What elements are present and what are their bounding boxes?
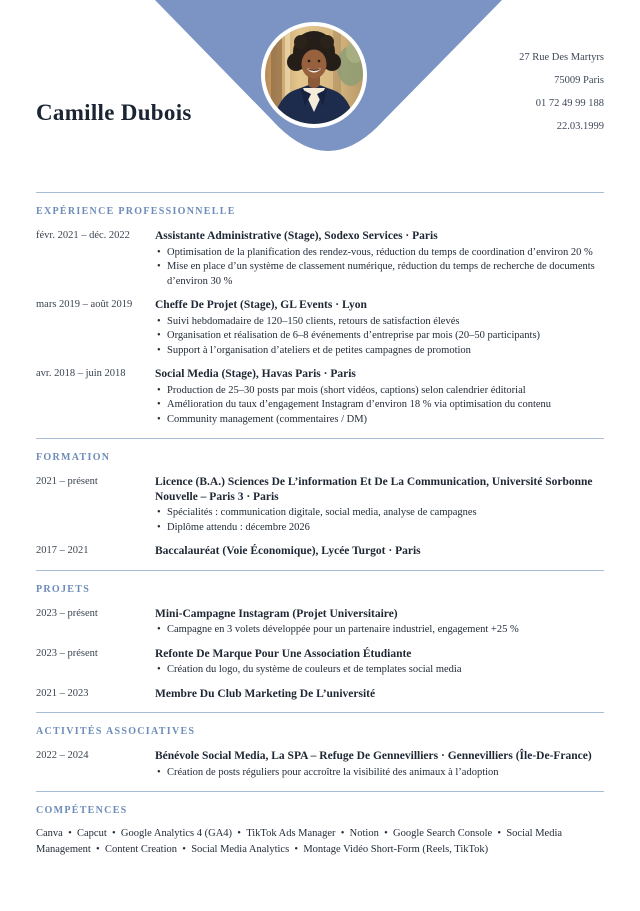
section-formation (36, 438, 604, 570)
contact-info (519, 46, 604, 138)
entry-content (155, 687, 604, 702)
entry-title: Assistante Administrative (Stage), Sodexo Services · Paris (155, 230, 438, 242)
bullet-item: • Diplôme attendu : décembre 2026 (155, 521, 604, 536)
entry-date: 2022 – 2024 (36, 750, 89, 761)
bullet-item: • Support à l’organisation d’ateliers et de petites campagnes de promotion (155, 344, 604, 359)
entry-bullets (155, 623, 604, 638)
section-title-activites: ACTIVITÉS ASSOCIATIVES (36, 726, 196, 737)
section-title-projets: PROJETS (36, 583, 91, 595)
entry-bullets (155, 246, 604, 290)
formation-entry (36, 544, 604, 559)
projet-entry (36, 647, 604, 678)
experience-entry (36, 229, 604, 289)
entry-content (155, 367, 604, 427)
resume-body (0, 192, 640, 868)
entry-date: févr. 2021 – déc. 2022 (36, 230, 130, 241)
entry-date: mars 2019 – août 2019 (36, 299, 133, 310)
resume-header (0, 0, 640, 192)
entry-title: Licence (B.A.) Sciences De L’information Et De La Communication, Université Sorbonne Nouvelle – Paris 3 · Paris (155, 476, 593, 503)
entry-content (155, 607, 604, 638)
entry-title: Baccalauréat (Voie Économique), Lycée Turgot · Paris (155, 545, 421, 557)
bullet-item: • Suivi hebdomadaire de 120–150 clients, retours de satisfaction élevés (155, 315, 604, 330)
entry-date: 2021 – présent (36, 476, 98, 487)
entry-title: Social Media (Stage), Havas Paris · Paris (155, 368, 356, 380)
entry-content (155, 544, 604, 559)
experience-entry (36, 298, 604, 358)
bullet-item: • Community management (commentaires / DM) (155, 413, 604, 428)
bullet-item: • Spécialités : communication digitale, social media, analyse de campagnes (155, 506, 604, 521)
contact-address-street: 27 Rue Des Martyrs (519, 52, 604, 63)
entry-bullets (155, 384, 604, 428)
experience-entry (36, 367, 604, 427)
bullet-item: • Optimisation de la planification des rendez-vous, réduction du temps de coordination d’environ 20 % (155, 246, 604, 261)
entry-title: Membre Du Club Marketing De L’université (155, 687, 376, 700)
projet-entry (36, 687, 604, 702)
entry-content (155, 229, 604, 289)
section-activites (36, 712, 604, 791)
entry-bullets (155, 766, 604, 781)
entry-date: 2023 – présent (36, 647, 98, 659)
activite-entry (36, 749, 604, 780)
section-title-competences: COMPÉTENCES (36, 805, 128, 816)
section-competences (36, 791, 604, 868)
entry-title: Refonte De Marque Pour Une Association Étudiante (155, 647, 412, 660)
portrait-illustration (265, 26, 363, 124)
section-experience (36, 192, 604, 438)
entry-date: 2017 – 2021 (36, 545, 89, 556)
entry-bullets (155, 663, 604, 678)
entry-date: avr. 2018 – juin 2018 (36, 368, 126, 379)
section-title-experience: EXPÉRIENCE PROFESSIONNELLE (36, 206, 236, 217)
profile-photo (261, 22, 367, 128)
entry-content (155, 475, 604, 535)
bullet-item: • Création de posts réguliers pour accroître la visibilité des animaux à l’adoption (155, 766, 604, 781)
bullet-item: • Production de 25–30 posts par mois (short vidéos, captions) selon calendrier éditorial (155, 384, 604, 399)
contact-phone: 01 72 49 99 188 (535, 98, 604, 109)
contact-birthdate: 22.03.1999 (556, 121, 604, 132)
entry-title: Cheffe De Projet (Stage), GL Events · Lyon (155, 299, 367, 311)
formation-entry (36, 475, 604, 535)
entry-content (155, 647, 604, 678)
entry-bullets (155, 315, 604, 359)
bullet-item: • Organisation et réalisation de 6–8 événements d’entreprise par mois (20–50 participants) (155, 329, 604, 344)
person-name: Camille Dubois (36, 100, 192, 125)
entry-title: Mini-Campagne Instagram (Projet Universitaire) (155, 607, 398, 620)
bullet-item: • Mise en place d’un système de classement numérique, réduction du temps de recherche de documents d’environ 30 % (155, 260, 604, 289)
bullet-item: • Amélioration du taux d’engagement Instagram d’environ 18 % via optimisation du contenu (155, 398, 604, 413)
entry-content (155, 749, 604, 780)
contact-address-city: 75009 Paris (554, 75, 604, 86)
bullet-item: • Campagne en 3 volets développée pour un partenaire industriel, engagement +25 % (155, 623, 604, 638)
entry-title: Bénévole Social Media, La SPA – Refuge De Gennevilliers · Gennevilliers (Île-De-France) (155, 750, 592, 762)
entry-date: 2021 – 2023 (36, 687, 89, 699)
entry-date: 2023 – présent (36, 607, 98, 619)
section-projets (36, 570, 604, 713)
bullet-item: • Création du logo, du système de couleurs et de templates social media (155, 663, 604, 678)
section-title-formation: FORMATION (36, 452, 111, 463)
entry-bullets (155, 506, 604, 535)
skills-text: Canva • Capcut • Google Analytics 4 (GA4) • TikTok Ads Manager • Notion • Google Search Console • Social Media Management • Content Creation • Social Media Analytics • Montage Vidéo Short-Form (Reels, TikTok) (36, 828, 563, 855)
projet-entry (36, 607, 604, 638)
entry-content (155, 298, 604, 358)
